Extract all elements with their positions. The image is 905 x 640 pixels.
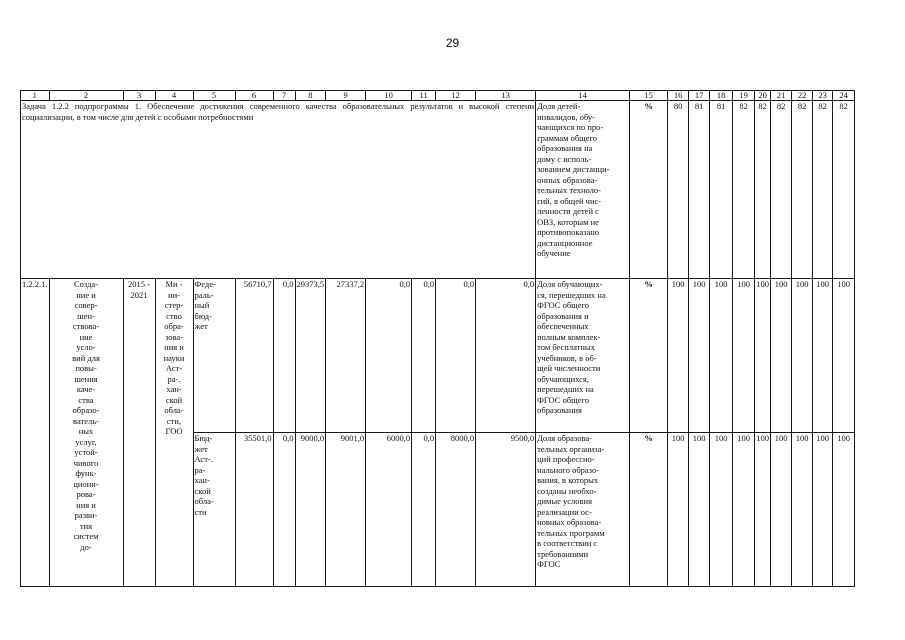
col-header: 6 [235, 91, 273, 101]
indicator-value: 100 [755, 433, 771, 587]
task-unit: % [630, 101, 668, 279]
amount-cell: 8000,0 [436, 433, 476, 587]
col-header: 1 [21, 91, 50, 101]
col-header: 19 [733, 91, 755, 101]
amount-cell: 0,0 [273, 279, 295, 433]
amount-cell: 0,0 [476, 279, 536, 433]
task-value: 82 [833, 101, 855, 279]
column-number-row [21, 91, 855, 101]
indicator-value: 100 [771, 279, 792, 433]
task-title: Задача 1.2.2 подпрограммы 1. Обеспечение достижения современного качества образовательных результатов и высокой степени социализации, в том числе для детей с особыми потребностями [21, 101, 536, 279]
col-header: 23 [813, 91, 833, 101]
funding-source: Бюд- жет Аст-. ра- хан- ской обла- сти [193, 433, 235, 587]
measure-name: Созда- ние и совер- шен- ствова- ние усло- вий для повы- шения каче- ства образо- ватель- ных услуг, устой- чивого функ- циони- рова- ния и разви- тия систем до- [49, 279, 123, 587]
amount-cell: 35501,0 [235, 433, 273, 587]
page-number: 29 [445, 36, 460, 50]
col-header: 11 [412, 91, 436, 101]
indicator-value: 100 [733, 433, 755, 587]
col-header: 20 [755, 91, 771, 101]
funding-row-federal [21, 279, 855, 433]
task-row [21, 101, 855, 279]
col-header: 9 [326, 91, 366, 101]
indicator-value: 100 [833, 279, 855, 433]
col-header: 14 [536, 91, 630, 101]
indicator-value: 100 [792, 433, 813, 587]
amount-cell: 0,0 [366, 279, 412, 433]
indicator-value: 100 [668, 433, 689, 587]
col-header: 15 [630, 91, 668, 101]
col-header: 5 [193, 91, 235, 101]
task-indicator: Доля детей- инвалидов, обу- чающихся по про- граммам общего образования на дому с исполь- зованием дистанци- онных образова- тельных техноло- гий, в общей чис- ленности детей с ОВЗ, которым не противопоказано дистанционное обучение [536, 101, 630, 279]
amount-cell: 27337,2 [326, 279, 366, 433]
amount-cell: 9001,0 [326, 433, 366, 587]
task-value: 80 [668, 101, 689, 279]
col-header: 12 [436, 91, 476, 101]
indicator-value: 100 [813, 433, 833, 587]
indicator-text: Доля образова- тельных организа- ций профессио- нального образо- вания, в которых созданы необхо- димые условия реализации ос- новных образова- тельных программ в соответствии с требованиями ФГОС [536, 433, 630, 587]
amount-cell: 29373,5 [295, 279, 326, 433]
indicator-unit: % [630, 279, 668, 433]
col-header: 13 [476, 91, 536, 101]
col-header: 18 [710, 91, 733, 101]
measure-code: 1.2.2.1. [21, 279, 50, 587]
measure-period: 2015 - 2021 [123, 279, 155, 587]
col-header: 22 [792, 91, 813, 101]
task-value: 82 [733, 101, 755, 279]
col-header: 2 [49, 91, 123, 101]
indicator-value: 100 [755, 279, 771, 433]
col-header: 24 [833, 91, 855, 101]
col-header: 17 [689, 91, 710, 101]
amount-cell: 0,0 [412, 433, 436, 587]
amount-cell: 0,0 [273, 433, 295, 587]
indicator-value: 100 [689, 433, 710, 587]
indicator-value: 100 [771, 433, 792, 587]
indicator-value: 100 [833, 433, 855, 587]
indicator-value: 100 [813, 279, 833, 433]
measure-executor: Ми - ни- стер- ство обра- зова- ния и науки Аст- ра-. хан- ской обла- сти, ГОО [155, 279, 193, 587]
col-header: 10 [366, 91, 412, 101]
amount-cell: 0,0 [412, 279, 436, 433]
col-header: 21 [771, 91, 792, 101]
task-value: 82 [813, 101, 833, 279]
indicator-value: 100 [689, 279, 710, 433]
program-table [20, 90, 855, 587]
indicator-value: 100 [733, 279, 755, 433]
col-header: 16 [668, 91, 689, 101]
indicator-value: 100 [710, 279, 733, 433]
amount-cell: 6000,0 [366, 433, 412, 587]
indicator-unit: % [630, 433, 668, 587]
amount-cell: 0,0 [436, 279, 476, 433]
col-header: 3 [123, 91, 155, 101]
task-value: 82 [771, 101, 792, 279]
col-header: 4 [155, 91, 193, 101]
amount-cell: 9500,0 [476, 433, 536, 587]
col-header: 7 [273, 91, 295, 101]
task-value: 82 [792, 101, 813, 279]
funding-source: Феде- раль- ный бюд- жет [193, 279, 235, 433]
indicator-value: 100 [710, 433, 733, 587]
amount-cell: 9000,0 [295, 433, 326, 587]
indicator-value: 100 [792, 279, 813, 433]
col-header: 8 [295, 91, 326, 101]
amount-cell: 56710,7 [235, 279, 273, 433]
task-value: 82 [755, 101, 771, 279]
indicator-text: Доля обучающих- ся, перешедших на ФГОС общего образования и обеспеченных полным комплек- том бесплатных учебников, в об- щей численности обучающихся, перешедших на ФГОС общего образования [536, 279, 630, 433]
indicator-value: 100 [668, 279, 689, 433]
task-value: 81 [689, 101, 710, 279]
task-value: 81 [710, 101, 733, 279]
